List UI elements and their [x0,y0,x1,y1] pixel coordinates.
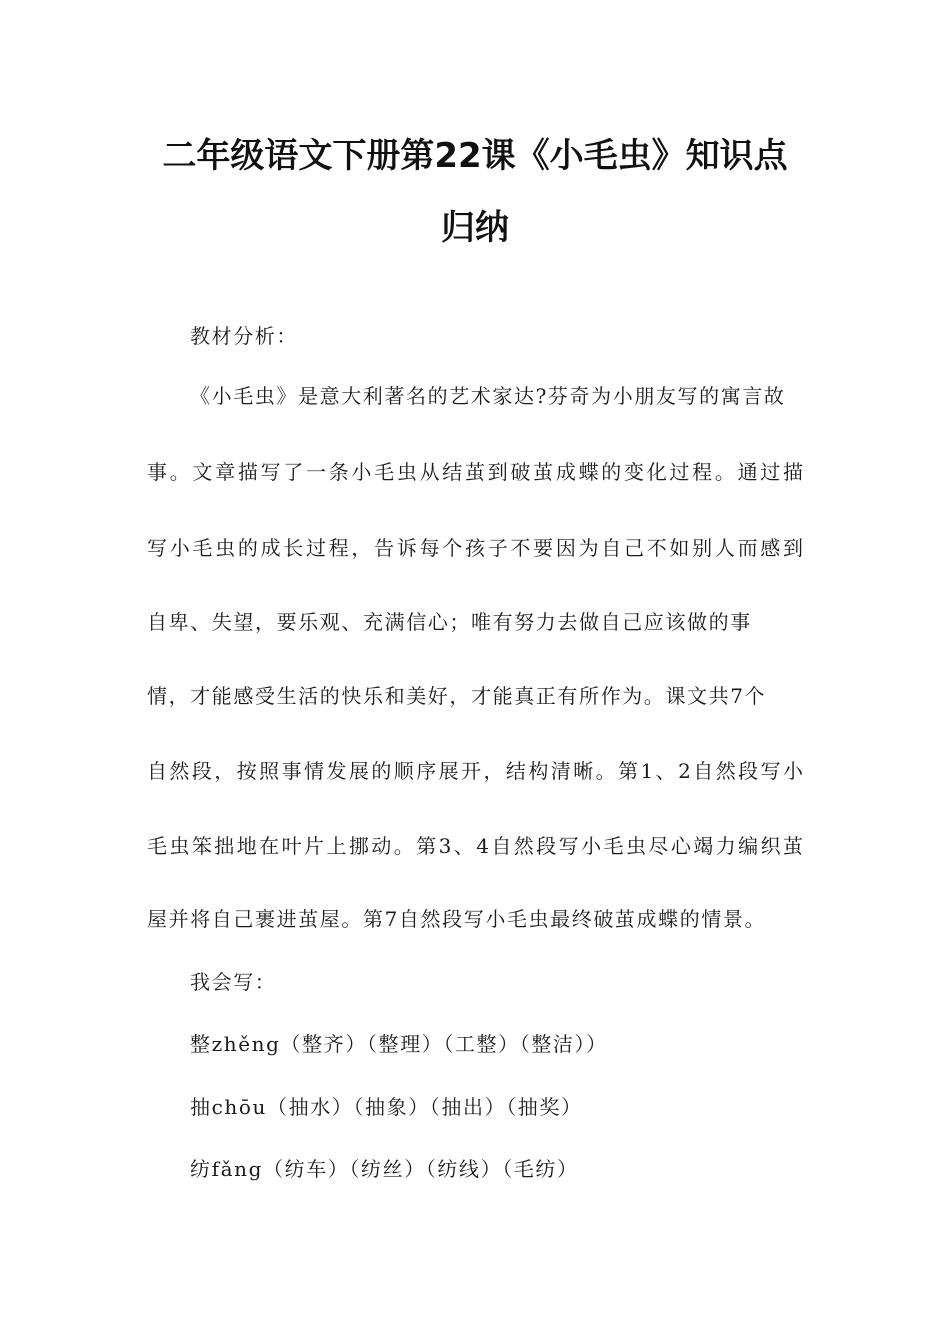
paragraph-line: 自然段，按照事情发展的顺序展开，结构清晰。第1、2自然段写小 [147,759,803,783]
paragraph-line: 写小毛虫的成长过程，告诉每个孩子不要因为自己不如别人而感到 [147,536,803,560]
paragraph-line: 《小毛虫》是意大利著名的艺术家达?芬奇为小朋友写的寓言故 [190,384,786,408]
word-entry: 纺fǎng（纺车）（纺丝）（纺线）（毛纺） [190,1157,579,1181]
paragraph-line: 自卑、失望，要乐观、充满信心；唯有努力去做自己应该做的事 [147,610,752,634]
section-heading-analysis: 教材分析： [190,324,298,348]
word-entry: 抽chōu（抽水）（抽象）（抽出）（抽奖） [190,1095,583,1119]
section-heading-writing: 我会写： [190,970,277,994]
word-entry: 整zhěng（整齐）（整理）（工整）（整洁）） [190,1032,608,1056]
paragraph-line: 屋并将自己裹进茧屋。第7自然段写小毛虫最终破茧成蝶的情景。 [147,907,767,931]
document-title-line-2: 归纳 [441,208,509,248]
paragraph-line: 事。文章描写了一条小毛虫从结茧到破茧成蝶的变化过程。通过描 [147,460,803,484]
paragraph-line: 情，才能感受生活的快乐和美好，才能真正有所作为。课文共7个 [147,684,767,708]
paragraph-line: 毛虫笨拙地在叶片上挪动。第3、4自然段写小毛虫尽心竭力编织茧 [147,834,803,858]
document-title-line-1: 二年级语文下册第22课《小毛虫》知识点 [162,136,788,176]
